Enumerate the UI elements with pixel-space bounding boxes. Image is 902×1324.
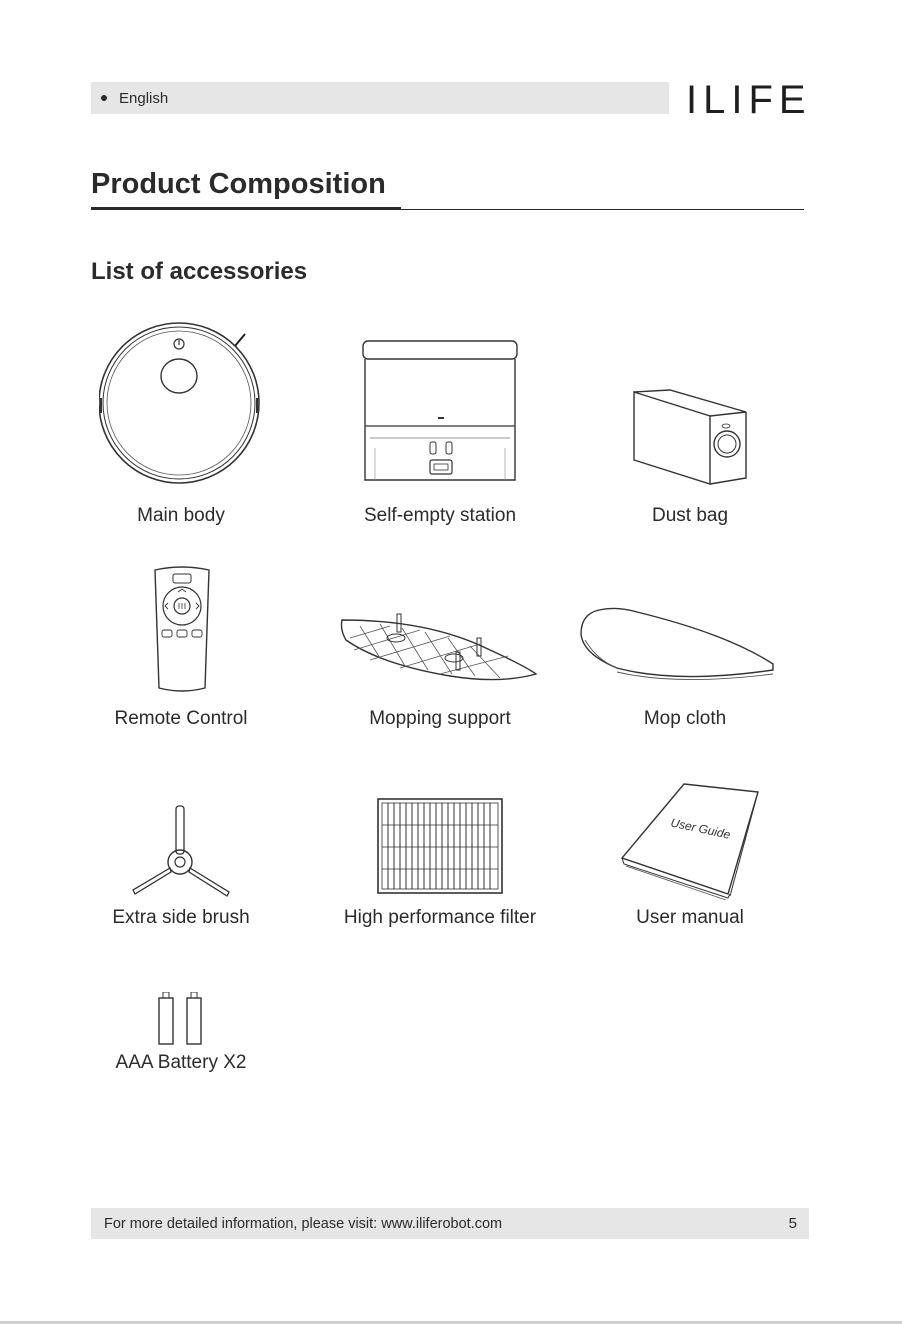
user-manual-icon xyxy=(618,780,762,900)
accessory-user-manual xyxy=(600,780,780,935)
brand-logo: ILIFE xyxy=(686,78,812,122)
language-label: English xyxy=(119,89,169,107)
footer-bar xyxy=(91,1208,809,1239)
accessory-label: Dust bag xyxy=(651,505,729,526)
language-bar xyxy=(91,82,669,114)
accessory-mop-cloth xyxy=(575,560,805,736)
accessory-side-brush xyxy=(91,800,271,935)
accessory-label: Extra side brush xyxy=(112,907,250,928)
accessory-label: Mop cloth xyxy=(643,708,727,729)
accessory-label: User manual xyxy=(636,907,744,928)
dust-bag-icon xyxy=(630,386,750,488)
side-brush-icon xyxy=(129,804,235,900)
page-number: 5 xyxy=(788,1215,797,1232)
accessory-label: Mopping support xyxy=(369,708,511,729)
robot-vacuum-icon xyxy=(99,318,269,488)
accessory-mopping-support xyxy=(340,560,540,736)
section-title: List of accessories xyxy=(91,258,308,285)
remote-control-icon xyxy=(151,566,213,696)
title-underline xyxy=(91,207,401,210)
accessory-dust-bag xyxy=(600,318,780,533)
accessory-label: AAA Battery X2 xyxy=(115,1052,247,1073)
accessory-remote-control xyxy=(91,560,271,736)
manual-cover-text: User Guide xyxy=(669,815,732,842)
accessory-battery xyxy=(91,990,271,1080)
accessory-label: Main body xyxy=(137,505,225,526)
accessory-label: Remote Control xyxy=(114,708,248,729)
footer-info: For more detailed information, please visit: www.iliferobot.com xyxy=(104,1215,503,1232)
filter-icon xyxy=(376,797,504,895)
bullet-icon xyxy=(101,95,107,101)
accessory-self-empty-station xyxy=(340,318,540,533)
mopping-support-icon xyxy=(340,610,540,686)
accessory-filter xyxy=(330,800,550,935)
accessory-label: Self-empty station xyxy=(363,505,517,526)
accessory-main-body xyxy=(91,318,271,533)
self-empty-station-icon xyxy=(360,338,520,488)
accessory-label: High performance filter xyxy=(343,907,537,928)
page-title: Product Composition xyxy=(91,168,386,200)
mop-cloth-icon xyxy=(577,604,777,686)
battery-icon xyxy=(157,992,207,1046)
